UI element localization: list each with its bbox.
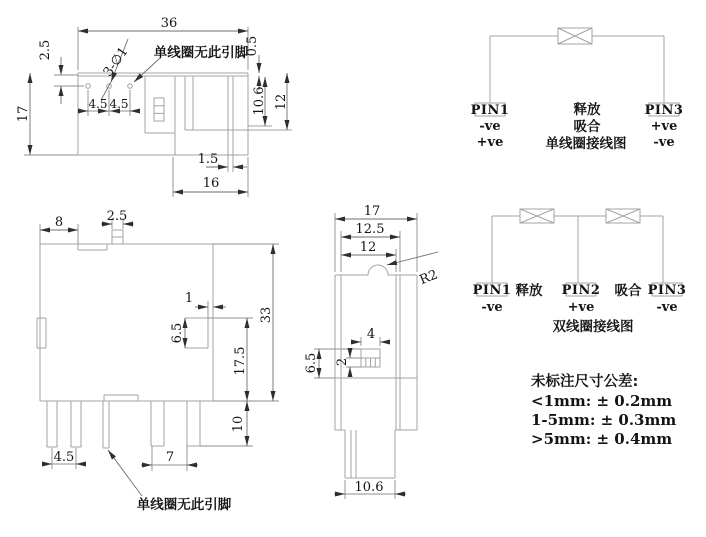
radius-callout-label: R2	[417, 267, 440, 289]
dual-pin1-polarity: -ve	[481, 300, 503, 315]
dim-label-7: 7	[165, 450, 175, 465]
dual-pin2-label: PIN2	[561, 283, 601, 298]
dual-engage-label: 吸合	[614, 283, 642, 299]
dim-label-4-5-a: 4.5	[88, 97, 108, 111]
pin1-label: PIN1	[470, 103, 510, 118]
dim-label-1: 1	[184, 291, 194, 306]
dim-label-fv-6-5: 6.5	[170, 322, 185, 344]
dual-coil-title: 双线圈接线图	[552, 319, 634, 335]
dim-label-fv-4-5: 4.5	[53, 450, 75, 465]
dual-pin3-polarity: -ve	[656, 300, 678, 315]
dim-label-sv-10-6: 10.6	[354, 480, 384, 495]
dual-pin2-polarity: +ve	[567, 300, 595, 315]
dim-label-sv-17: 17	[363, 204, 381, 219]
single-coil-pin-note-label: 单线圈无此引脚	[153, 45, 249, 61]
pin3-polarity-top: +ve	[650, 119, 678, 134]
dim-label-12: 12	[274, 93, 289, 111]
pin3-polarity-bottom: -ve	[653, 135, 675, 150]
hole-callout-label: 3-∅1	[100, 44, 132, 80]
dim-label-sv-12: 12	[359, 240, 377, 255]
dim-label-36: 36	[160, 16, 178, 31]
dim-label-10: 10	[231, 415, 246, 433]
dim-label-sv-6-5: 6.5	[304, 352, 319, 374]
dim-label-17: 17	[16, 105, 31, 123]
dim-label-8: 8	[54, 215, 64, 230]
dim-label-17-5: 17.5	[233, 346, 248, 376]
dual-pin3-label: PIN3	[647, 283, 687, 298]
dim-label-2-5: 2.5	[38, 39, 53, 61]
dim-label-2: 2	[335, 357, 350, 367]
dim-label-16: 16	[202, 176, 220, 191]
pin3-label: PIN3	[644, 103, 684, 118]
engage-label: 吸合	[573, 119, 601, 135]
dim-slot-height	[304, 349, 319, 378]
dim-label-0-5: 0.5	[245, 35, 260, 57]
tolerance-row-1: <1mm: ± 0.2mm	[531, 392, 673, 410]
dim-label-fv-2-5: 2.5	[106, 209, 128, 224]
dim-label-4-5-b: 4.5	[109, 97, 129, 111]
tolerance-row-2: 1-5mm: ± 0.3mm	[531, 411, 677, 429]
release-label: 释放	[573, 102, 601, 118]
dim-label-12-5: 12.5	[355, 222, 385, 237]
single-coil-pin-note-front-label: 单线圈无此引脚	[136, 497, 232, 513]
pin1-polarity-top: -ve	[479, 119, 501, 134]
dual-pin1-label: PIN1	[472, 283, 512, 298]
dual-release-label: 释放	[515, 283, 543, 299]
tolerance-title: 未标注尺寸公差:	[531, 374, 639, 390]
pin1-polarity-bottom: +ve	[476, 135, 504, 150]
tolerance-row-3: >5mm: ± 0.4mm	[531, 430, 673, 448]
single-coil-title: 单线圈接线图	[545, 136, 627, 152]
dim-label-4: 4	[366, 327, 376, 342]
dim-label-33: 33	[259, 306, 274, 324]
dim-label-10-6: 10.6	[252, 86, 267, 116]
dim-label-1-5: 1.5	[197, 152, 219, 167]
